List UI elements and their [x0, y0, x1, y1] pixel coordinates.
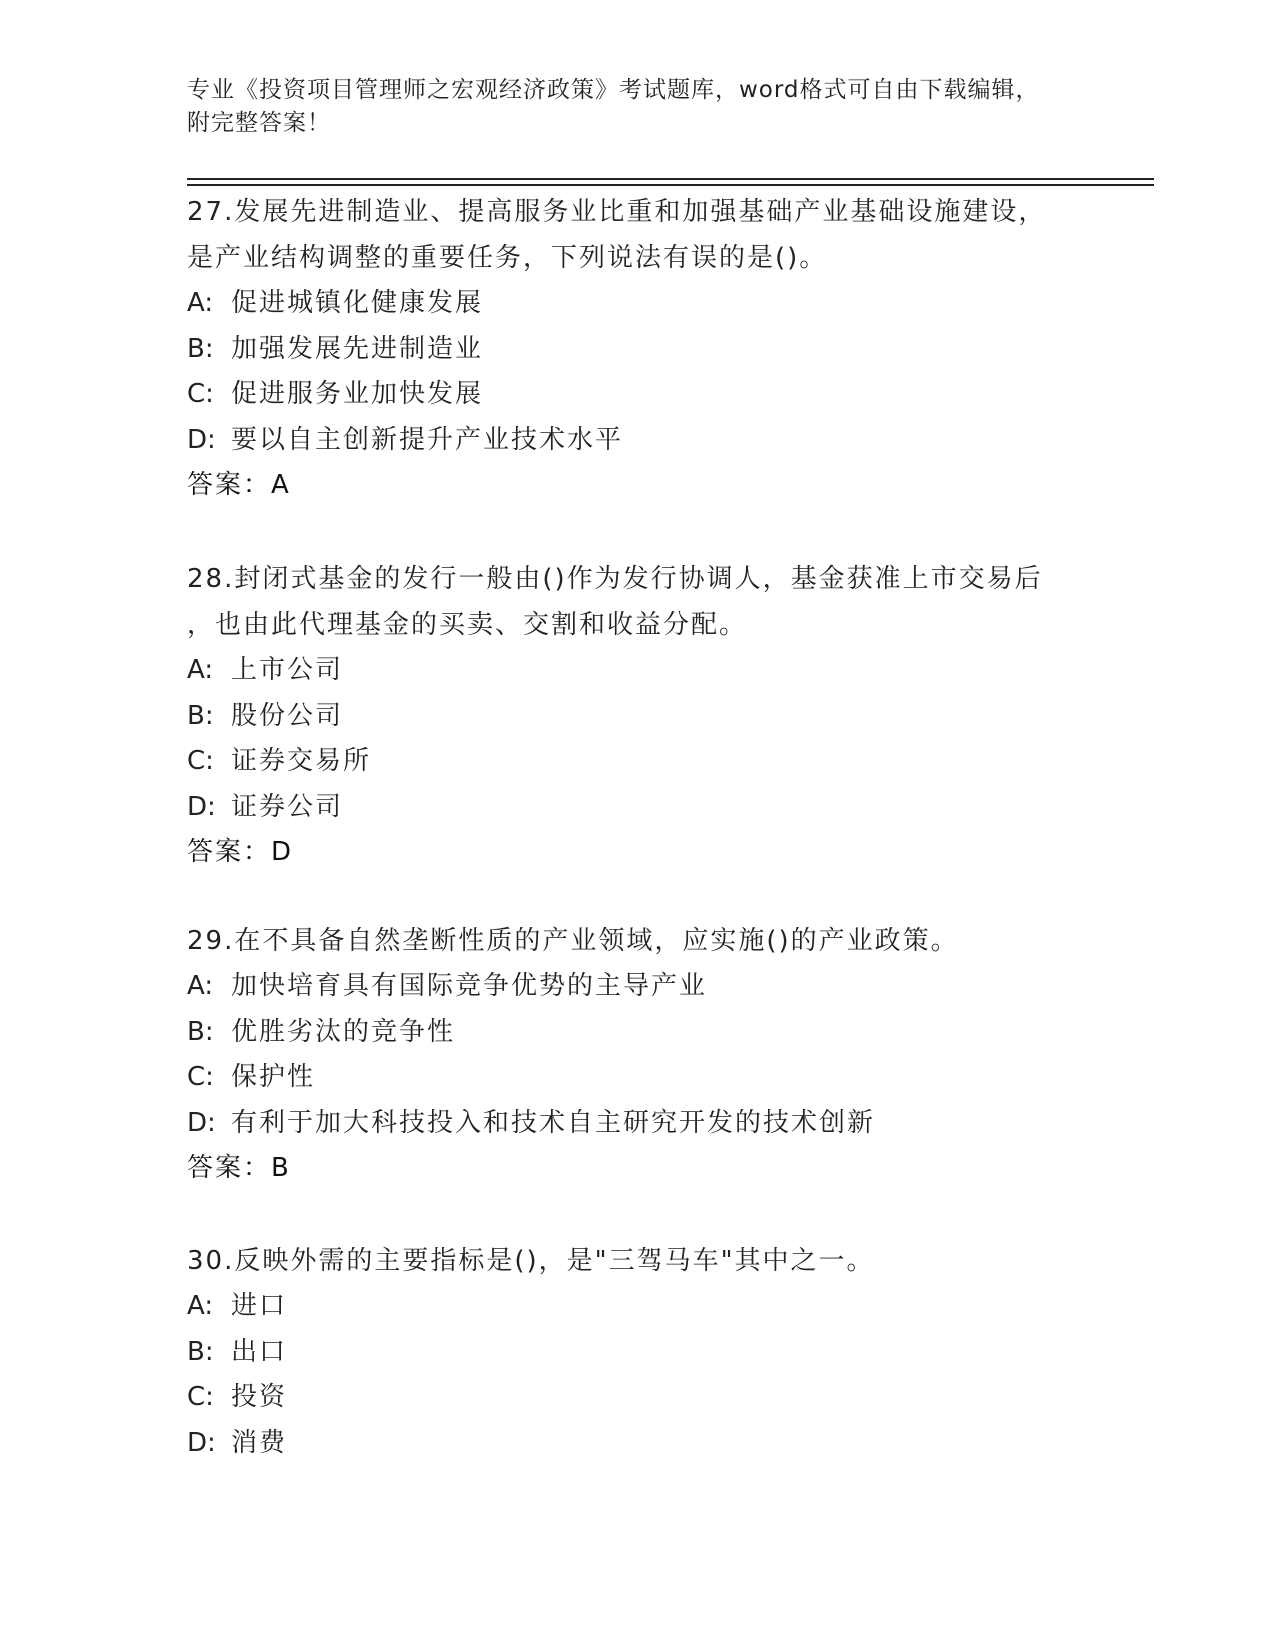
option-c — [187, 739, 1107, 785]
option-text: 股份公司 — [231, 700, 344, 731]
header-line-1: 专业《投资项目管理师之宏观经济政策》考试题库，word格式可自由下载编辑， — [187, 77, 1040, 103]
option-c — [187, 1055, 1107, 1101]
question-28 — [187, 556, 1107, 875]
question-stem — [187, 1238, 1107, 1284]
option-b — [187, 1330, 1107, 1376]
option-letter: A: — [187, 288, 214, 318]
header-divider-top — [187, 178, 1154, 180]
option-text: 出口 — [231, 1336, 288, 1367]
option-letter: B: — [187, 1016, 214, 1047]
option-a — [187, 1284, 1107, 1330]
option-text: 投资 — [231, 1382, 288, 1412]
option-letter: C: — [187, 746, 214, 776]
question-stem-line: 是产业结构调整的重要任务，下列说法有误的是()。 — [187, 243, 828, 273]
option-d — [187, 1101, 1107, 1147]
question-stem — [187, 189, 1107, 281]
answer: 答案：B — [187, 1153, 291, 1183]
option-c — [187, 1375, 1107, 1421]
option-letter: C: — [187, 1062, 214, 1092]
question-27 — [187, 189, 1107, 508]
option-b — [187, 327, 1107, 373]
option-d — [187, 1421, 1107, 1467]
option-text: 加快培育具有国际竞争优势的主导产业 — [231, 971, 708, 1001]
option-a — [187, 964, 1107, 1010]
option-text: 进口 — [231, 1291, 288, 1321]
question-30 — [187, 1238, 1107, 1466]
option-letter: B: — [187, 700, 214, 731]
option-letter: B: — [187, 333, 214, 364]
option-text: 要以自主创新提升产业技术水平 — [231, 424, 624, 455]
option-letter: A: — [187, 971, 214, 1001]
question-stem — [187, 556, 1107, 648]
document-header — [187, 74, 1067, 140]
question-stem-line: ，也由此代理基金的买卖、交割和收益分配。 — [187, 610, 748, 640]
header-line-2: 附完整答案！ — [187, 110, 331, 136]
question-stem-line: 30.反映外需的主要指标是()，是"三驾马车"其中之一。 — [187, 1246, 875, 1276]
option-text: 消费 — [231, 1427, 288, 1458]
option-letter: D: — [187, 1107, 216, 1138]
option-text: 优胜劣汰的竞争性 — [231, 1016, 456, 1047]
question-29 — [187, 918, 1107, 1191]
option-text: 上市公司 — [231, 655, 344, 685]
option-b — [187, 694, 1107, 740]
option-c — [187, 372, 1107, 418]
option-d — [187, 785, 1107, 831]
question-stem-line: 28.封闭式基金的发行一般由()作为发行协调人，基金获准上市交易后 — [187, 564, 1043, 594]
option-letter: A: — [187, 655, 214, 685]
option-letter: C: — [187, 379, 214, 409]
option-text: 促进城镇化健康发展 — [231, 288, 484, 318]
option-letter: A: — [187, 1291, 214, 1321]
option-letter: D: — [187, 1427, 216, 1458]
answer: 答案：A — [187, 470, 291, 500]
option-text: 证券公司 — [231, 791, 344, 822]
option-letter: C: — [187, 1382, 214, 1412]
option-d — [187, 418, 1107, 464]
header-divider-bottom — [187, 184, 1154, 186]
option-text: 保护性 — [231, 1062, 316, 1092]
option-text: 有利于加大科技投入和技术自主研究开发的技术创新 — [231, 1107, 876, 1138]
option-a — [187, 648, 1107, 694]
option-letter: B: — [187, 1336, 214, 1367]
option-text: 促进服务业加快发展 — [231, 379, 484, 409]
option-text: 加强发展先进制造业 — [231, 333, 484, 364]
question-stem-line: 29.在不具备自然垄断性质的产业领域，应实施()的产业政策。 — [187, 926, 959, 956]
option-a — [187, 281, 1107, 327]
question-stem-line: 27.发展先进制造业、提高服务业比重和加强基础产业基础设施建设， — [187, 197, 1047, 227]
option-b — [187, 1010, 1107, 1056]
question-stem — [187, 918, 1107, 964]
option-text: 证券交易所 — [231, 746, 372, 776]
answer: 答案：D — [187, 837, 294, 867]
option-letter: D: — [187, 791, 216, 822]
option-letter: D: — [187, 424, 216, 455]
